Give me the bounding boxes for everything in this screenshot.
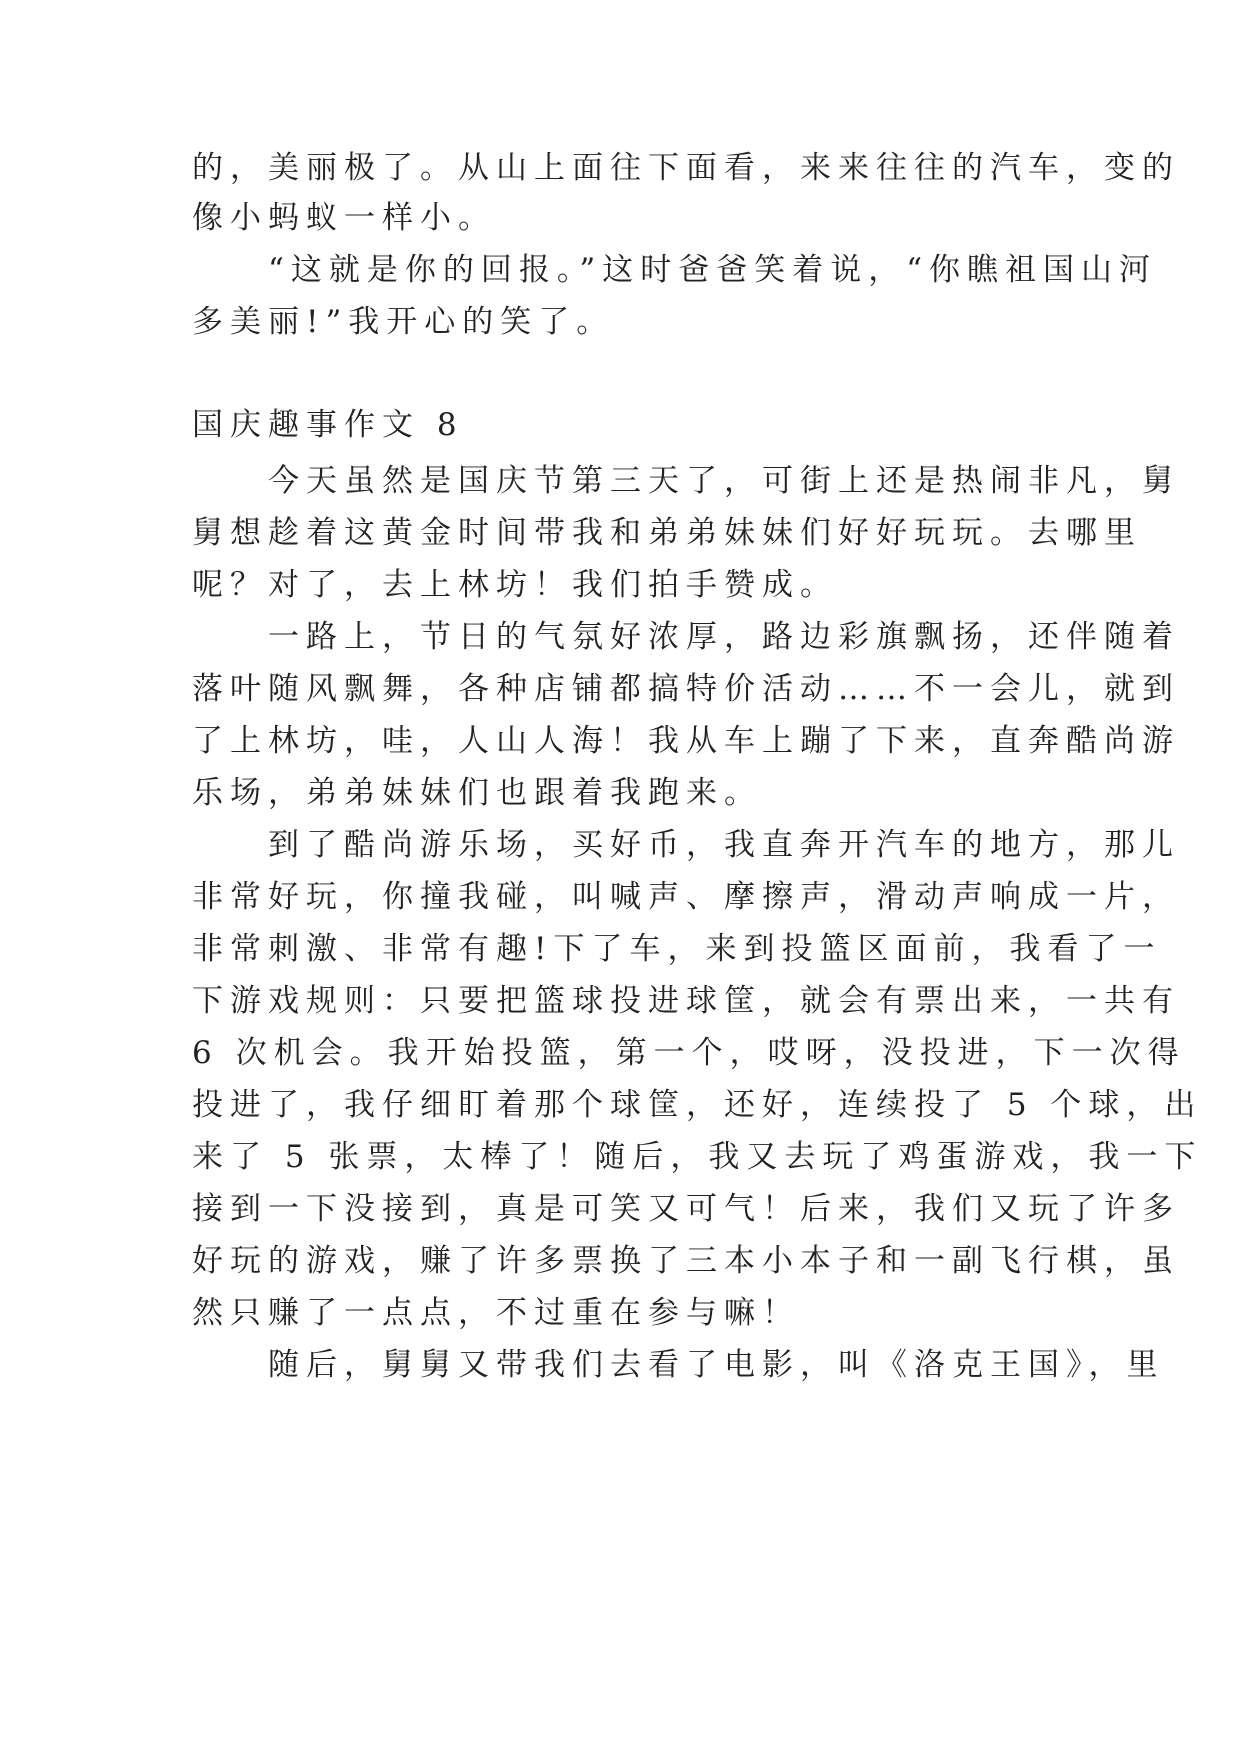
text-line: 今天虽然是国庆节第三天了，可街上还是热闹非凡，舅 bbox=[192, 463, 1180, 499]
text-line: 多美丽!”我开心的笑了。 bbox=[192, 304, 615, 340]
text-line: 到了酷尚游乐场，买好币，我直奔开汽车的地方，那儿 bbox=[192, 827, 1180, 863]
text-line: 下游戏规则：只要把篮球投进球筐，就会有票出来，一共有 bbox=[192, 983, 1180, 1019]
text-line: 的，美丽极了。从山上面往下面看，来来往往的汽车，变的 bbox=[192, 150, 1180, 186]
text-line: 投进了，我仔细盯着那个球筐，还好，连续投了 5 个球，出 bbox=[192, 1087, 1203, 1123]
text-line: 接到一下没接到，真是可笑又可气！后来，我们又玩了许多 bbox=[192, 1191, 1180, 1227]
text-line: 好玩的游戏，赚了许多票换了三本小本子和一副飞行棋，虽 bbox=[192, 1243, 1180, 1279]
text-line: 6 次机会。我开始投篮，第一个，哎呀，没投进，下一次得 bbox=[192, 1035, 1186, 1071]
text-line: 一路上，节日的气氛好浓厚，路边彩旗飘扬，还伴随着 bbox=[192, 619, 1180, 655]
text-line: “这就是你的回报。”这时爸爸笑着说，“你瞧祖国山河 bbox=[192, 252, 1158, 288]
text-line: 乐场，弟弟妹妹们也跟着我跑来。 bbox=[192, 775, 762, 811]
text-line: 随后，舅舅又带我们去看了电影，叫《洛克王国》，里 bbox=[192, 1347, 1165, 1383]
text-line: 然只赚了一点点，不过重在参与嘛！ bbox=[192, 1295, 800, 1331]
text-line: 非常好玩，你撞我碰，叫喊声、摩擦声，滑动声响成一片， bbox=[192, 879, 1180, 915]
text-line: 像小蚂蚁一样小。 bbox=[192, 200, 496, 236]
text-line: 呢？对了，去上林坊！我们拍手赞成。 bbox=[192, 567, 838, 603]
section-heading: 国庆趣事作文 8 bbox=[192, 407, 464, 443]
text-line: 了上林坊，哇，人山人海！我从车上蹦了下来，直奔酷尚游 bbox=[192, 723, 1180, 759]
text-line: 落叶随风飘舞，各种店铺都搞特价活动……不一会儿，就到 bbox=[192, 671, 1180, 707]
text-line: 来了 5 张票，太棒了！随后，我又去玩了鸡蛋游戏，我一下 bbox=[192, 1139, 1203, 1175]
text-line: 舅想趁着这黄金时间带我和弟弟妹妹们好好玩玩。去哪里 bbox=[192, 515, 1142, 551]
text-line: 非常刺激、非常有趣!下了车，来到投篮区面前，我看了一 bbox=[192, 931, 1162, 967]
